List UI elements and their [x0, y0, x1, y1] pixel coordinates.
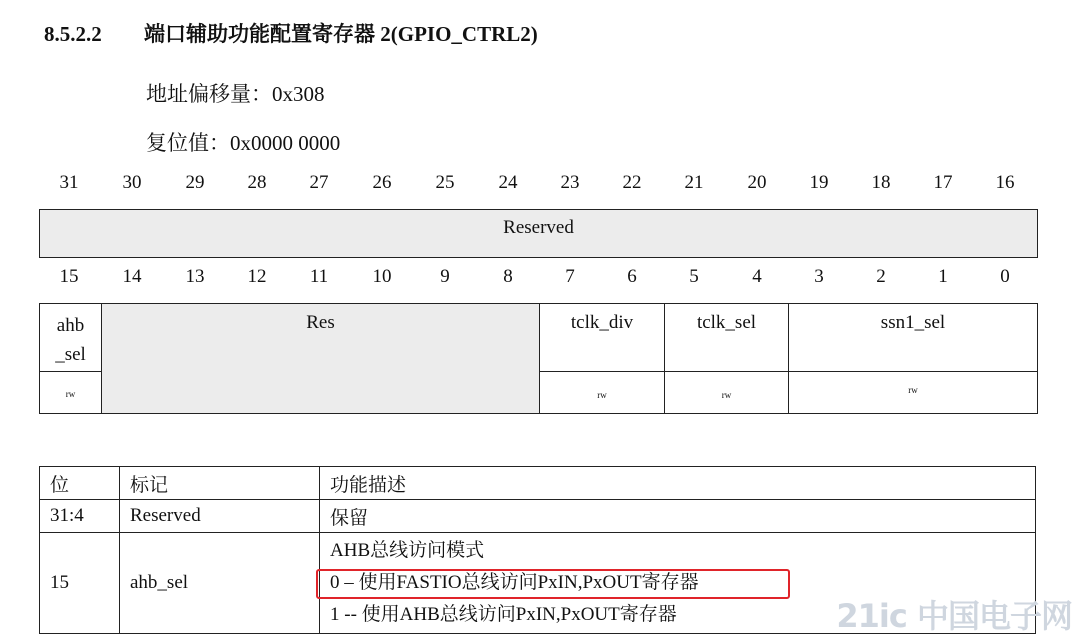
- header-bit: 位: [40, 467, 120, 500]
- watermark-logo: [836, 591, 1072, 637]
- bit-number: 15: [59, 266, 79, 287]
- bit-number: 23: [560, 172, 580, 193]
- field-res: Res: [101, 303, 540, 414]
- ssn1-sel-access: rw: [788, 371, 1038, 414]
- bit-number: 2: [876, 266, 886, 287]
- header-field: 标记: [120, 467, 320, 500]
- table-row: [40, 500, 1036, 533]
- bit-number: 7: [565, 266, 575, 287]
- desc-line: AHB总线访问模式: [330, 540, 485, 561]
- bit-number: 5: [689, 266, 699, 287]
- bit-number: 8: [503, 266, 513, 287]
- bit-number: 16: [995, 172, 1015, 193]
- bit-number: 12: [247, 266, 267, 287]
- section-number: 8.5.2.2: [44, 22, 102, 46]
- bit-number: 3: [814, 266, 824, 287]
- field-tclk-div: tclk_div: [539, 303, 665, 372]
- bit-number: 29: [185, 172, 205, 193]
- bit-number: 26: [372, 172, 392, 193]
- bit-number: 31: [59, 172, 79, 193]
- bit-number: 19: [809, 172, 829, 193]
- bit-number: 22: [622, 172, 642, 193]
- ahb-sel-line2: _sel: [55, 344, 86, 365]
- address-offset: 地址偏移量：0x308: [146, 82, 325, 106]
- bit-number: 21: [684, 172, 704, 193]
- reserved-high-label: Reserved: [503, 217, 574, 238]
- section-heading: [44, 18, 538, 48]
- row-bit: 31:4: [40, 500, 120, 533]
- bit-number: 24: [498, 172, 518, 193]
- bit-number: 30: [122, 172, 142, 193]
- field-ahb-sel: [39, 303, 102, 372]
- row-field: Reserved: [120, 500, 320, 533]
- field-tclk-sel: tclk_sel: [664, 303, 789, 372]
- desc-line: 1 -- 使用AHB总线访问PxIN,PxOUT寄存器: [330, 604, 677, 625]
- bit-number: 20: [747, 172, 767, 193]
- row-field: ahb_sel: [120, 533, 320, 634]
- highlight-box: [316, 569, 790, 599]
- bit-number: 0: [1000, 266, 1010, 287]
- header-desc: 功能描述: [320, 467, 1036, 500]
- watermark-text: 21ic 中国电子网: [836, 597, 1072, 635]
- bit-number: 25: [435, 172, 455, 193]
- row-bit: 15: [40, 533, 120, 634]
- tclk-div-access: rw: [539, 371, 665, 414]
- reset-value: 复位值：0x0000 0000: [146, 131, 341, 155]
- bit-number: 17: [933, 172, 953, 193]
- ahb-sel-access: rw: [39, 371, 102, 414]
- bit-number: 18: [871, 172, 891, 193]
- ahb-sel-line1: ahb: [56, 315, 85, 336]
- bit-number: 27: [309, 172, 329, 193]
- row-desc: 保留: [320, 500, 1036, 533]
- tclk-sel-access: rw: [664, 371, 789, 414]
- bit-number: 13: [185, 266, 205, 287]
- bit-number: 11: [309, 266, 329, 287]
- desc-line: 0 – 使用FASTIO总线访问PxIN,PxOUT寄存器: [330, 572, 699, 593]
- reserved-high-field: [39, 209, 1038, 258]
- field-ssn1-sel: ssn1_sel: [788, 303, 1038, 372]
- bit-number: 28: [247, 172, 267, 193]
- bit-number: 9: [440, 266, 450, 287]
- section-title: 端口辅助功能配置寄存器 2(GPIO_CTRL2): [144, 22, 538, 46]
- table-header-row: [40, 467, 1036, 500]
- bit-number: 1: [938, 266, 948, 287]
- bit-number: 14: [122, 266, 142, 287]
- bit-number: 4: [752, 266, 762, 287]
- bit-number: 6: [627, 266, 637, 287]
- bit-number: 10: [372, 266, 392, 287]
